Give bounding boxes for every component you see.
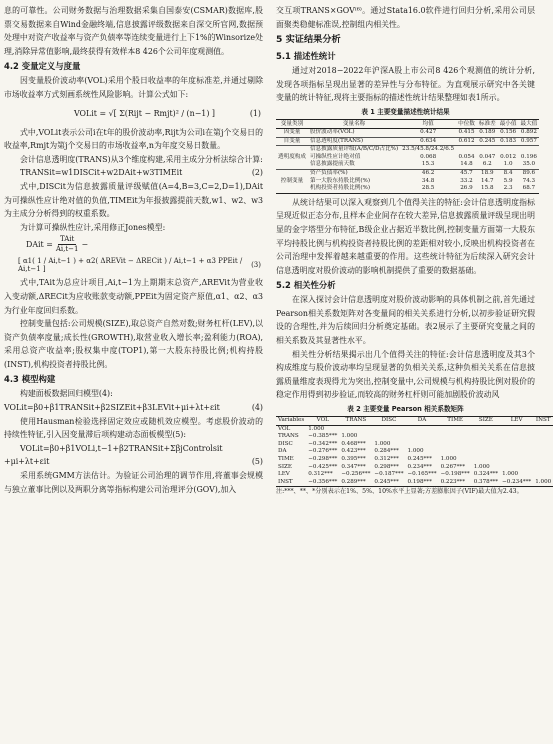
control-variables-paragraph: 控制变量包括:公司规模(SIZE),取总资产自然对数;财务杠杆(LEV),以资产负债率度量;成长性(GROWTH),取营业收入增长率;盈利能力(ROA),采用总资产收益率;股权集中度(TOP1),第一大股东持股比例;机构持股(INST),机构投资者持股比例。 <box>4 319 263 369</box>
equation-3-bracket: [ α1( 1 / Ai,t−1 ) + α2( ΔREVit − ΔRECit ) / Ai,t−1 + α3 PPEit / Ai,t−1 ] <box>18 257 243 274</box>
table-2-caption: 表 2 主要变量 Pearson 相关系数矩阵 <box>347 405 464 414</box>
hausman-paragraph: 使用Hausman检验选择固定效应或随机效应模型。考虑股价波动的持续性特征,引入因变量滞后项构建动态面板模型(5): <box>4 416 263 440</box>
table-1-cell: 信息透明度(TRANS) <box>308 137 400 146</box>
table-2-row-label: INST <box>276 479 306 487</box>
equation-4-body: VOLit=β0+β1TRANSit+β2SIZEit+β3LEVit+μi+λt+εit <box>4 403 220 413</box>
table-2-cell <box>500 464 533 472</box>
table-1-cell: 第一大股东持股比例(%) <box>309 177 371 184</box>
table-1-header: 最小值 <box>499 120 517 127</box>
equation-5-body: VOLit=β0+β1VOLi,t−1+β2TRANSit+ΣβjControlsit <box>20 443 223 453</box>
table-2-cell: 0.289*** <box>339 479 372 487</box>
table-1-cell: 2.3 <box>498 185 519 193</box>
table-2-cell: 1.000 <box>502 471 519 478</box>
table-2-cell: −0.342*** <box>308 440 338 447</box>
section-5-2-heading: 5.2 相关性分析 <box>276 280 336 291</box>
table-1-cell: 1.0 <box>503 161 513 168</box>
table-2-row <box>276 464 553 472</box>
equation-3-lhs: DAit = <box>26 239 53 249</box>
correlation-findings-paragraph: 相关性分析结果揭示出几个值得关注的特征:会计信息透明度及其3个构成维度与股价波动率均呈现显著的负相关关系,这种负相关关系在信息披露质量维度表现得尤为突出,控制变量中,公司规模与机构持股比例对股价的稳定作用得到初步验证,而较高的财务杠杆则可能加剧股价波动风 <box>276 349 535 400</box>
table-2-cell <box>500 433 533 441</box>
table-2-cell <box>533 448 553 456</box>
equation-3-minus: − <box>81 239 89 249</box>
equation-2-number: (2) <box>251 168 263 178</box>
table-2-row <box>276 425 553 433</box>
table-2-header: TIME <box>439 417 472 426</box>
table-1-cell: 89.6 <box>518 169 539 177</box>
table-1-cell <box>276 185 308 193</box>
table-2-row-label: DA <box>278 448 287 455</box>
table-1-header: 变量名称 <box>308 119 400 128</box>
table-2-cell <box>533 433 553 441</box>
gmm-paragraph: 采用系统GMM方法估计。为验证公司治理的调节作用,将董事会规模与独立董事比例以及两职分离等指标构建公司治理评分(GOV),加入 <box>4 471 263 494</box>
table-1-cell: 18.9 <box>477 169 498 177</box>
table-2-row <box>276 471 553 479</box>
table-2-row <box>276 433 553 441</box>
table-2-cell: 0.198*** <box>406 479 439 487</box>
table-1-row <box>276 178 539 186</box>
table-2-cell: −0.256*** <box>341 471 371 478</box>
eq1-explanation: 式中,VOLit表示公司i在t年的股价波动率,Rijt为公司i在第j个交易日的收益率,Rmjt为第j个交易日的市场收益率,n为年度交易日数量。 <box>4 127 263 151</box>
trans-definition-paragraph: 会计信息透明度(TRANS)从3个维度构建,采用主成分分析法综合计算: <box>20 154 263 164</box>
table-1-cell: 信息披露质量评级(A/B/C/D占比%) <box>309 146 399 153</box>
table-1-cell: 15.8 <box>477 185 498 193</box>
table-2-cell: 0.245*** <box>372 479 405 487</box>
table-1-row <box>276 161 539 169</box>
table-1-cell: 23.5/45.8/24.2/6.5 <box>402 146 455 153</box>
table-2-cell: 0.395*** <box>341 456 366 462</box>
table-1-cell: 0.189 <box>479 128 496 135</box>
table-2-cell <box>500 456 533 464</box>
equation-5-tail: +μi+λt+εit <box>4 457 50 467</box>
table-2-cell: 1.000 <box>473 463 490 470</box>
table-2-cell <box>406 425 439 433</box>
table-1-cell: 0.047 <box>479 153 496 160</box>
table-1-cell: 26.9 <box>456 185 477 193</box>
table-2-cell: 0.378*** <box>472 479 500 487</box>
table-1-descriptive-stats <box>276 119 539 194</box>
table-1-cell: 0.012 <box>500 153 517 160</box>
table-2-cell <box>533 464 553 472</box>
table-2-cell <box>439 448 472 456</box>
table-1-row <box>276 128 539 137</box>
table-1-cell: 自变量 <box>276 137 308 146</box>
table-2-cell: 0.245*** <box>407 456 432 462</box>
table-1-cell: 35.0 <box>522 161 536 168</box>
table-2-cell <box>533 425 553 433</box>
eq3-explanation: 式中,TAit为总应计项目,Ai,t−1为上期期末总资产,ΔREVit为营业收入变动额,ΔRECit为应收账款变动额,PPEit为固定资产原值,α1、α2、α3为行业年度回归系数。 <box>4 278 263 315</box>
table-1-cell: 14.7 <box>481 177 494 184</box>
table-1-cell <box>276 161 308 169</box>
table-1-row <box>276 146 539 154</box>
table-1-cell: 0.245 <box>477 137 498 146</box>
right-column <box>276 4 552 497</box>
table-2-cell <box>372 425 405 433</box>
equation-5-line-1 <box>4 442 263 456</box>
equation-1-number: (1) <box>249 109 261 119</box>
table-1-header-row <box>276 119 539 128</box>
table-2-cell: −0.385*** <box>308 433 338 440</box>
table-1-cell: 74.3 <box>522 177 536 184</box>
table-1-cell: 股价波动率(VOL) <box>309 128 355 135</box>
table-2-cell: −0.187*** <box>374 471 404 478</box>
table-1-caption: 表 1 主要变量描述性统计结果 <box>361 107 450 116</box>
vol-definition-paragraph: 因变量股价波动率(VOL)采用个股日收益率的年度标准差,并通过剔除市场收益率方式刻画系统性风险影响。计算公式如下: <box>4 76 263 99</box>
table-2-cell <box>533 471 553 479</box>
table-1-header: 中位数 <box>458 120 475 127</box>
equation-1-body: VOLit = √[ Σ(Rijt − Rmjt)² / (n−1) ] <box>74 109 215 119</box>
table-2-row <box>276 479 553 487</box>
equation-3-top <box>4 234 263 254</box>
table-2-header: SIZE <box>472 417 500 426</box>
table-1-cell: 5.9 <box>503 177 513 184</box>
table-2-cell: 0.312*** <box>308 471 333 478</box>
table-2-row <box>276 456 553 464</box>
table-2-cell <box>500 441 533 449</box>
table-2-cell: 0.423*** <box>341 448 366 455</box>
table-1-cell: 0.892 <box>520 128 537 135</box>
table-1-cell: 0.612 <box>456 137 477 146</box>
table-2-header: INST <box>533 417 553 426</box>
table-2-cell: −0.165*** <box>407 471 437 478</box>
equation-2-body: TRANSit=w1DISCit+w2DAit+w3TIMEit <box>20 168 183 178</box>
table-2-cell <box>533 456 553 464</box>
table-1-cell: 6.2 <box>482 161 492 168</box>
equation-3-bottom <box>4 254 263 276</box>
table-2-header: DISC <box>372 417 405 426</box>
table-1-cell: 控制变量 <box>280 177 304 184</box>
section-5-heading: 5 实证结果分析 <box>276 34 341 46</box>
table-2-cell: 0.324*** <box>473 471 499 478</box>
table-2-cell <box>406 441 439 449</box>
table-2-correlation-matrix <box>276 416 553 487</box>
table-2-cell: 0.312*** <box>374 456 399 462</box>
section-5-1-heading: 5.1 描述性统计 <box>276 51 336 62</box>
table-2-cell <box>533 441 553 449</box>
table-1-row <box>276 169 539 177</box>
table-1-header: 变量类别 <box>276 119 308 128</box>
table-2-cell <box>406 433 439 441</box>
table-1-row <box>276 137 539 146</box>
table-1-cell: 15.3 <box>421 161 435 168</box>
table-2-cell <box>339 425 372 433</box>
table-2-row-label: LEV <box>278 471 290 478</box>
table-2-row <box>276 448 553 456</box>
section-4-2-heading: 4.2 变量定义与度量 <box>4 61 81 72</box>
table-1-row <box>276 185 539 193</box>
equation-1 <box>4 102 263 126</box>
table-1-cell: 0.156 <box>500 128 517 135</box>
table-2-cell: −0.356*** <box>306 479 339 487</box>
equation-3-denominator: Ai,t−1 <box>55 244 79 253</box>
equation-5-line-2 <box>4 455 263 469</box>
equation-5-number: (5) <box>251 457 263 467</box>
table-2-cell <box>472 433 500 441</box>
table-2-cell: −0.198*** <box>440 471 470 478</box>
equation-2 <box>4 166 263 180</box>
table-1-cell: 45.7 <box>456 169 477 177</box>
table-1-cell: 68.7 <box>518 185 539 193</box>
table-1-header: 均值 <box>400 119 456 128</box>
table-2-header: VOL <box>306 417 339 426</box>
table-1-cell: 信息披露提前天数 <box>309 161 355 168</box>
table-2-cell: 0.298*** <box>374 463 399 470</box>
table-1-cell: 0.196 <box>520 153 537 160</box>
table-2-note: 注:***、**、*分别表示在1%、5%、10%水平上显著;方差膨胀因子(VIF)最大值为2.43。 <box>276 488 523 496</box>
correlation-intro-paragraph: 在深入探讨会计信息透明度对股价波动影响的具体机制之前,首先通过Pearson相关系数矩阵对各变量间的相关关系进行分析,以初步验证研究假设的合理性,并为后续回归分析奠定基础。表2展示了主要研究变量之间的相关系数及其显著性水平。 <box>276 295 535 346</box>
table-2-cell <box>500 448 533 456</box>
table-2-header: TRANS <box>339 417 372 426</box>
table-1-cell <box>276 169 308 177</box>
equation-3-numerator: TAit <box>59 234 75 243</box>
table-2-cell: 1.000 <box>407 448 424 455</box>
table-2-cell: 0.284*** <box>374 448 399 455</box>
table-1-header: 最大值 <box>520 120 538 127</box>
table-2-cell: −0.276*** <box>308 448 338 455</box>
intro-paragraph: 息的可靠性。公司财务数据与治理数据采集自国泰安(CSMAR)数据库,股票交易数据来自Wind金融终端,信息披露评级数据来自深交所官网,数据预处理中对资产收益率与资产负债率等连续变量进行上下1%的Winsorize处理,消除异常值影响,最终获得有效样本8 426个公司年度观测值。 <box>4 6 263 56</box>
table-1-cell: 0.054 <box>458 153 475 160</box>
table-2-row-label: SIZE <box>278 463 293 470</box>
table-2-cell: 1.000 <box>440 456 457 462</box>
table-2-cell: 0.347*** <box>341 463 366 470</box>
table-2-cell: 0.267*** <box>440 463 465 470</box>
table-1-cell: 0.415 <box>458 128 475 135</box>
table-2-header-row <box>276 417 553 426</box>
table-1-cell: 8.4 <box>498 169 519 177</box>
model-intro: 构建面板数据回归模型(4): <box>20 389 113 399</box>
continuation-paragraph: 交互项TRANS×GOV⁽⁶⁾。通过Stata16.0软件进行回归分析,采用公司层面聚类稳健标准误,控制组内相关性。 <box>276 6 535 29</box>
table-1-cell: 0.957 <box>518 137 539 146</box>
table-1-cell: 资产负债率(%) <box>308 169 400 177</box>
descriptive-stats-paragraph: 通过对2018−2022年沪深A股上市公司8 426个观测值的统计分析,发现各项指标呈现出显著的差异性与分布特征。为直观展示研究中各关键变量的统计特征,现将主要指标的描述性统计结果整理如表1所示。 <box>276 66 535 103</box>
table-2-cell: −0.234*** <box>500 479 533 487</box>
table-2-header: Variables <box>276 417 306 426</box>
table-1-cell: 34.8 <box>421 177 435 184</box>
table-2-row-label: TRANS <box>278 433 299 440</box>
table-1-cell <box>276 146 308 154</box>
table-2-row-label: DISC <box>278 440 293 447</box>
left-column <box>4 4 263 496</box>
table-1-cell: 33.2 <box>460 177 473 184</box>
stats-interpretation-paragraph: 从统计结果可以深入观察到几个值得关注的特征:会计信息透明度指标呈现近似正态分布,且样本企业间存在较大差异,信息披露质量评级呈现出明显的金字塔型分布特征,B级企业占据近半数比例,控制变量方面第一大股东平均持股比例与机构投资者持股比例的差距相对较小,反映出机构投资者在公司治理中发挥着越来越重要的作用。这些统计特征为后续深入研究会计信息透明度对股价波动的影响机制提供了重要的数据基础。 <box>276 197 535 275</box>
table-2-cell: −0.298*** <box>308 456 338 462</box>
table-1-cell: 0.634 <box>400 137 456 146</box>
table-1-cell: 0.183 <box>498 137 519 146</box>
table-1-header: 标准差 <box>478 120 496 127</box>
table-1-cell: 可操纵性应计绝对值 <box>309 153 361 160</box>
table-2-row-label: VOL <box>278 425 291 432</box>
table-2-cell <box>472 441 500 449</box>
table-1-cell: 28.5 <box>400 185 456 193</box>
equation-4 <box>4 401 263 415</box>
equation-4-number: (4) <box>251 403 263 413</box>
table-1-cell: 46.2 <box>400 169 456 177</box>
table-1-cell <box>518 146 539 154</box>
table-2-cell: 0.234*** <box>407 463 432 470</box>
table-2-header: DA <box>406 417 439 426</box>
table-2-header: LEV <box>500 417 533 426</box>
table-2-cell: 0.223*** <box>439 479 472 487</box>
table-2-body <box>276 425 553 487</box>
table-2-cell <box>500 425 533 433</box>
table-1-cell: 透明度构成 <box>278 153 306 160</box>
table-2-cell <box>439 425 472 433</box>
table-1-cell: 0.427 <box>420 128 437 135</box>
equation-3-fraction <box>56 235 79 254</box>
table-2-cell: 1.000 <box>533 479 553 487</box>
jones-model-intro: 为计算可操纵性应计,采用修正Jones模型: <box>20 222 166 232</box>
table-2-cell: 1.000 <box>374 440 391 447</box>
table-2-cell <box>439 433 472 441</box>
equation-3-number: (3) <box>251 261 261 270</box>
table-1-cell <box>498 146 519 154</box>
table-1-cell: 机构投资者持股比例(%) <box>308 185 400 193</box>
table-2-cell: 1.000 <box>341 433 358 440</box>
table-2-cell <box>472 448 500 456</box>
table-1-cell: 0.068 <box>420 153 437 160</box>
table-2-cell <box>372 433 405 441</box>
table-2-cell: −0.425*** <box>308 463 338 470</box>
table-2-row <box>276 441 553 449</box>
table-2-cell <box>472 425 500 433</box>
table-1-cell <box>477 146 498 154</box>
eq2-explanation: 式中,DISCit为信息披露质量评级赋值(A=4,B=3,C=2,D=1),DAit为可操纵性应计绝对值的负值,TIMEit为年报披露提前天数,w1、w2、w3为主成分分析得到的权重系数。 <box>4 181 263 219</box>
table-2-row-label: TIME <box>278 456 294 462</box>
table-1-body <box>276 128 539 193</box>
table-2-cell: 1.000 <box>308 425 325 432</box>
table-1-cell <box>456 146 477 154</box>
table-1-cell: 因变量 <box>283 128 301 135</box>
table-2-cell <box>439 441 472 449</box>
table-2-cell: 0.468*** <box>341 440 366 447</box>
table-2-cell <box>472 456 500 464</box>
section-4-3-heading: 4.3 模型构建 <box>4 374 56 385</box>
table-1-cell: 14.8 <box>460 161 473 168</box>
